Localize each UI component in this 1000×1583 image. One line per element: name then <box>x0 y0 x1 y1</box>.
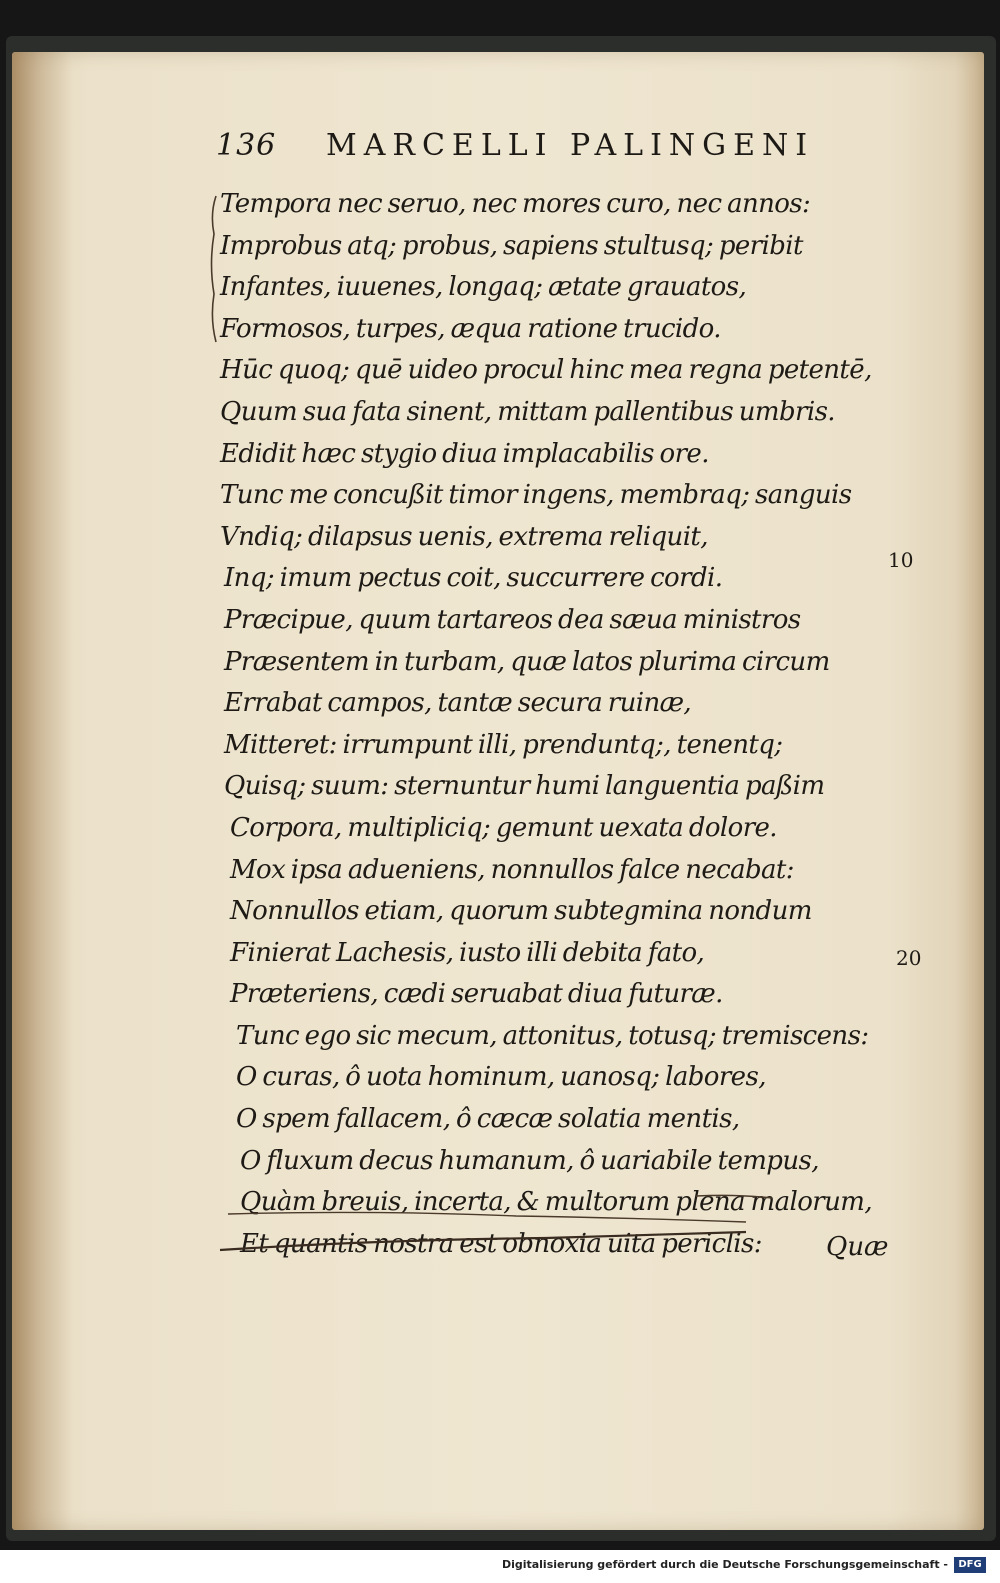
verse-line: Mox ipsa adueniens, nonnullos falce necabat: <box>230 854 794 885</box>
verse-line: Corpora, multipliciq; gemunt uexata dolore. <box>230 812 777 843</box>
dfg-logo-icon: DFG <box>954 1557 986 1573</box>
catchword: Quæ <box>826 1232 889 1262</box>
page-number: 136 <box>216 128 277 163</box>
verse-line: Præteriens, cædi seruabat diua futuræ. <box>230 979 723 1010</box>
verse-line: Præcipue, quum tartareos dea sæua ministros <box>224 604 801 635</box>
verse-line: Improbus atq; probus, sapiens stultusq; peribit <box>220 230 803 261</box>
verse-line: Formosos, turpes, æqua ratione trucido. <box>220 313 721 344</box>
funding-credit: Digitalisierung gefördert durch die Deutsche Forschungsgemeinschaft - <box>501 1558 948 1571</box>
running-head <box>216 128 816 172</box>
footer-strip <box>0 1550 1000 1583</box>
line-number-10: 10 <box>888 548 914 572</box>
verse-line: Finierat Lachesis, iusto illi debita fato, <box>230 937 705 968</box>
verse-line: O spem fallacem, ô cæcæ solatia mentis, <box>236 1104 740 1135</box>
verse-line: Mitteret: irrumpunt illi, prenduntq;, tenentq; <box>224 729 783 760</box>
verse-line: Quum sua fata sinent, mittam pallentibus umbris. <box>220 396 835 427</box>
verse-line: Quisq; suum: sternuntur humi languentia paßim <box>224 771 825 802</box>
line-number-20: 20 <box>896 946 922 970</box>
verse-line: Quàm breuis, incerta, & multorum plena malorum, <box>240 1187 872 1218</box>
verse-line: Et quantis nostra est obnoxia uita periclis: <box>240 1228 762 1259</box>
verse-line: Nonnullos etiam, quorum subtegmina nondum <box>230 896 812 927</box>
verse-line: Errabat campos, tantæ secura ruinæ, <box>224 688 692 719</box>
verse-line: Præsentem in turbam, quæ latos plurima circum <box>224 646 830 677</box>
verse-line: O curas, ô uota hominum, uanosq; labores, <box>236 1062 766 1093</box>
gutter-shadow <box>12 52 72 1530</box>
verse-line: Hūc quoq; quē uideo procul hinc mea regna petentē, <box>220 355 872 386</box>
verse-line: Tunc ego sic mecum, attonitus, totusq; tremiscens: <box>236 1020 869 1051</box>
running-title: MARCELLI PALINGENI <box>326 128 815 163</box>
verse-line: Tunc me concußit timor ingens, membraq; sanguis <box>220 480 852 511</box>
verse-block <box>220 184 872 1265</box>
handwritten-margin-bracket <box>208 194 218 344</box>
verse-line: O fluxum decus humanum, ô uariabile tempus, <box>240 1145 819 1176</box>
verse-line: Tempora nec seruo, nec mores curo, nec annos: <box>220 189 811 219</box>
verse-line: Vndiq; dilapsus uenis, extrema reliquit, <box>220 521 708 552</box>
handwritten-underline <box>216 1188 776 1258</box>
verse-line: Infantes, iuuenes, longaq; ætate grauatos, <box>220 272 747 303</box>
verse-line: Inq; imum pectus coit, succurrere cordi. <box>224 563 723 594</box>
verse-line: Edidit hæc stygio diua implacabilis ore. <box>220 438 709 469</box>
